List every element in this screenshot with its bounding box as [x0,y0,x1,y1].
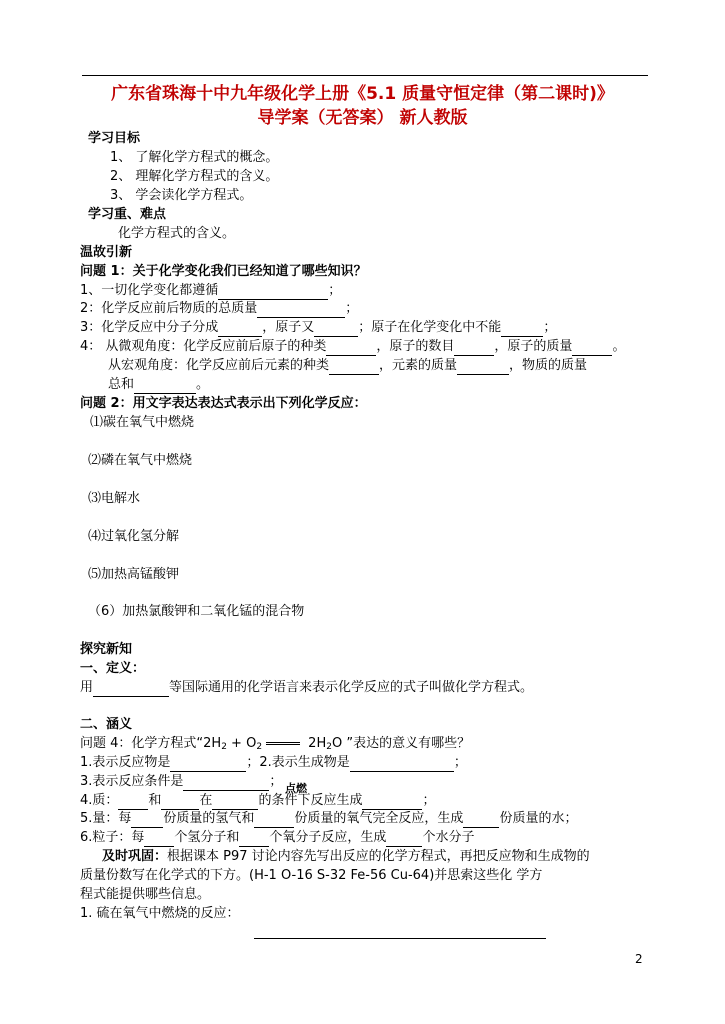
goals-heading: 学习目标 [88,131,141,146]
goal-item: 3、 学会读化学方程式。 [110,188,253,203]
definition-heading: 一、定义： [80,661,146,676]
reaction-item: ⑵磷在氧气中燃烧 [88,453,193,468]
meaning-line-5: 5.量：每 份质量的氢气和 份质量的氧气完全反应，生成 份质量的水； [80,811,578,826]
page-title: 广东省珠海十中九年级化学上册《5.1 质量守恒定律（第二课时)》 [111,84,614,104]
review-line-3: 3：化学反应中分子分成 ，原子又 ；原子在化学变化中不能 ； [80,320,557,335]
review-line-2: 2：化学反应前后物质的总质量 ； [80,301,359,316]
explore-heading: 探究新知 [80,642,133,657]
page-number: 2 [635,952,643,966]
reaction-item: ⑷过氧化氢分解 [88,529,180,544]
meaning-line-1: 1.表示反应物是 ；2.表示生成物是 ； [80,755,467,770]
consolidation-para-3: 程式能提供哪些信息。 [80,887,211,902]
meaning-line-3: 3.表示反应条件是 ； [80,774,283,789]
review-line-5: 从宏观角度：化学反应前后元素的种类 ，元素的质量 ，物质的质量 [108,358,588,373]
reaction-item: ⑴碳在氧气中燃烧 [90,415,195,430]
reaction-item: （6）加热氯酸钾和二氧化锰的混合物 [88,604,305,619]
consolidation-para: 及时巩固：根据课本 P97 讨论内容先写出反应的化学方程式，再把反应物和生成物的 [102,849,590,864]
key-heading: 学习重、难点 [88,207,167,222]
meaning-line-6: 6.粒子：每 个氢分子和 个氧分子反应，生成 个水分子 [80,830,475,845]
goal-item: 2、 理解化学方程式的含义。 [110,169,279,184]
review-line-4: 4： 从微观角度：化学反应前后原子的种类 ，原子的数目 ，原子的质量 。 [80,339,626,354]
reaction-item: ⑸加热高锰酸钾 [88,567,180,582]
definition-text: 用 等国际通用的化学语言来表示化学反应的式子叫做化学方程式。 [80,680,534,695]
reaction-item: ⑶电解水 [88,491,141,506]
review-line-6: 总和 。 [108,377,210,392]
meaning-line-4: 4.质： 和 在 的条件下反应生成 ； [80,793,436,808]
header-rule [82,75,648,76]
review-line-1: 1、一切化学变化都遵循 ； [80,283,342,298]
page-subtitle: 导学案（无答案） 新人教版 [257,108,468,128]
meaning-heading: 二、涵义 [80,717,133,732]
question-1: 问题 1：关于化学变化我们已经知道了哪些知识？ [80,264,367,279]
question-4: 问题 4：化学方程式“$2H_2 + O_2$ $2H_2O$ ”表达的意义有哪些？ [80,736,471,752]
review-heading: 温故引新 [80,245,133,260]
reaction-condition: 点燃 [285,782,307,795]
key-text: 化学方程式的含义。 [118,226,236,241]
exercise-1: 1. 硫在氧气中燃烧的反应： [80,906,240,921]
question-2: 问题 2：用文字表达表达式表示出下列化学反应： [80,396,367,411]
goal-item: 1、 了解化学方程式的概念。 [110,150,279,165]
answer-line [254,938,546,939]
consolidation-para-2: 质量份数写在化学式的下方。(H-1 O-16 S-32 Fe-56 Cu-64)并思索这些化 学方 [80,868,543,883]
